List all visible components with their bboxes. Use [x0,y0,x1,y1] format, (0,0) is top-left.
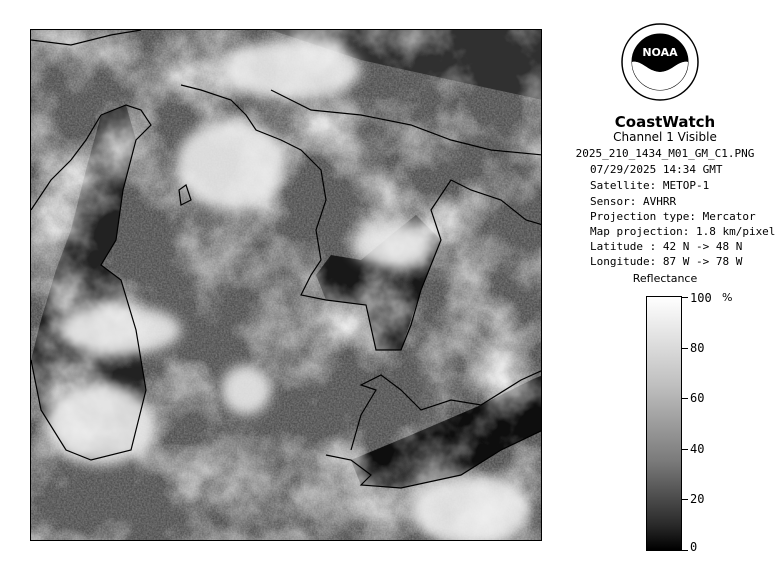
tick-mark [682,499,688,500]
sensor: Sensor: AVHRR [590,195,677,208]
logo-text: NOAA [642,46,678,59]
reflectance-colorbar [646,296,682,551]
tick-label-20: 20 [690,492,705,506]
app-title: CoastWatch [614,113,716,131]
colorbar-label: Reflectance [632,272,698,285]
longitude-range: Longitude: 87 W -> 78 W [590,255,743,268]
satellite-map-svg [31,30,542,541]
channel-label: Channel 1 Visible [613,130,717,144]
noaa-logo [620,20,700,108]
colorbar-unit: % [722,291,733,304]
datetime: 07/29/2025 14:34 GMT [590,163,723,176]
satellite-image [30,29,542,541]
filename: 2025_210_1434_M01_GM_C1.PNG [575,147,755,160]
tick-mark [682,398,688,399]
tick-mark [682,348,688,349]
tick-mark [682,449,688,450]
tick-mark [682,297,688,298]
latitude-range: Latitude : 42 N -> 48 N [590,240,743,253]
tick-label-40: 40 [690,442,705,456]
tick-label-100: 100 [690,291,712,305]
satellite: Satellite: METOP-1 [590,179,710,192]
tick-label-80: 80 [690,341,705,355]
map-projection: Map projection: 1.8 km/pixel [590,225,776,238]
tick-mark [682,550,688,551]
projection-type: Projection type: Mercator [590,210,756,223]
tick-label-60: 60 [690,391,705,405]
tick-label-0: 0 [690,540,698,554]
